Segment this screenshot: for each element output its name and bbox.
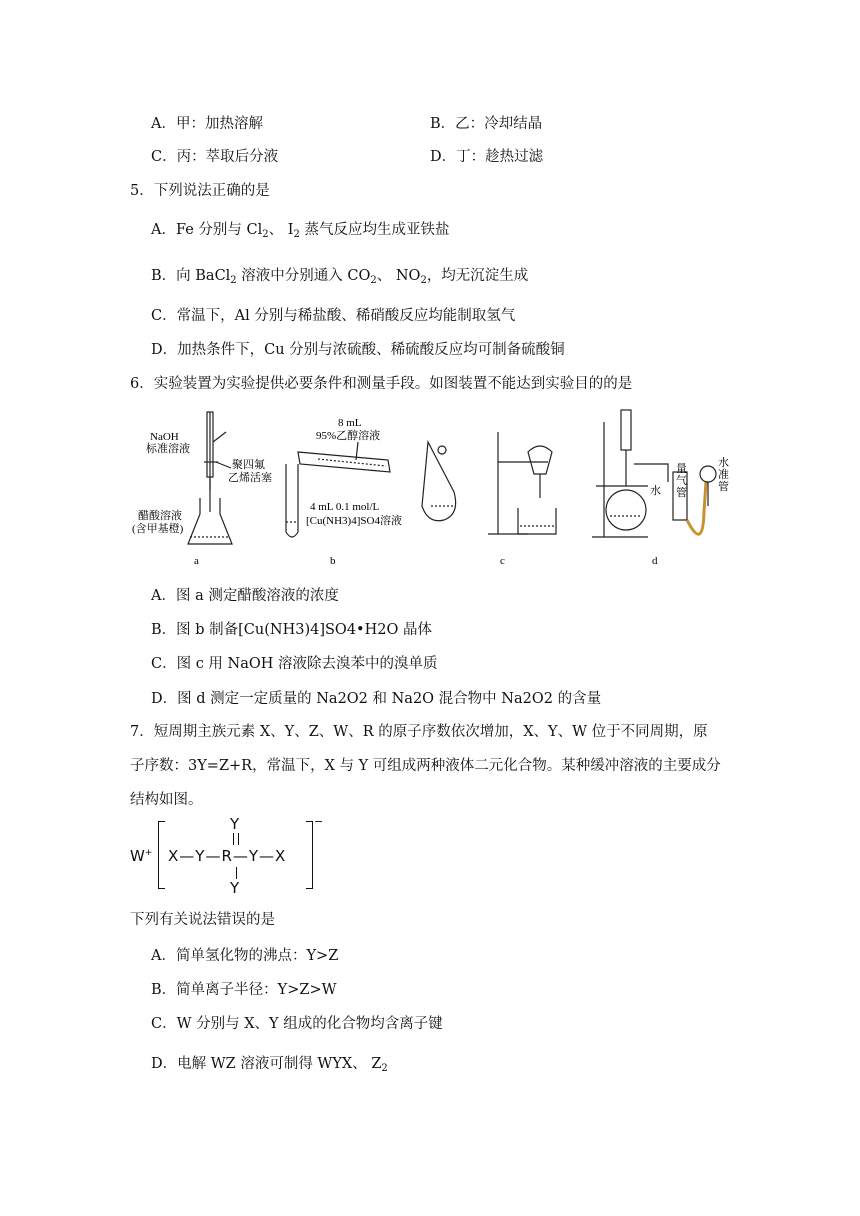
fig-b-label-complex: [Cu(NH3)4]SO4溶液 [306, 515, 402, 527]
q5-option-b: B．向 BaCl$_2$ 溶液中分别通入 $CO_2$、 $NO_2$，均无沉淀生成 [151, 268, 529, 286]
struct-bracket-left [158, 821, 165, 889]
fig-a-label-ptfe1: 聚四氟 [232, 459, 265, 471]
q7-stem-line3: 结构如图。 [130, 792, 203, 808]
fig-d-label-m3: 管 [676, 487, 687, 499]
apparatus-drawing [128, 402, 738, 572]
q4-option-c: C．丙：萃取后分液 [151, 149, 279, 165]
fig-d-label-w2: 准 [718, 469, 729, 481]
fig-b-label-ethanol: 95%乙醇溶液 [316, 430, 381, 442]
q7-ask: 下列有关说法错误的是 [130, 912, 275, 928]
apparatus-figure [128, 402, 738, 572]
q7-option-a: A．简单氢化物的沸点：Y>Z [151, 948, 339, 964]
q4-option-d: D．丁：趁热过滤 [430, 149, 544, 165]
struct-cation: W+ [130, 847, 153, 865]
fig-d-label-water: 水 [650, 485, 661, 497]
q7-stem-line2: 子序数：3Y=Z+R，常温下，X 与 Y 可组成两种液体二元化合物。某种缓冲溶液的主要成分 [130, 758, 721, 774]
q6-option-c: C．图 c 用 NaOH 溶液除去溴苯中的溴单质 [151, 656, 438, 672]
fig-caption-a: a [194, 555, 199, 567]
q6-option-a: A．图 a 测定醋酸溶液的浓度 [151, 588, 339, 604]
struct-chain: X—Y—R—Y—X [168, 847, 287, 865]
fig-a-label-indicator: (含甲基橙) [132, 523, 184, 535]
q4-option-a: A．甲：加热溶解 [151, 116, 263, 132]
struct-top-atom: Y [230, 815, 240, 833]
fig-d-label-w3: 管 [718, 481, 729, 493]
fig-caption-c: c [500, 555, 505, 567]
q7-option-d: D．电解 WZ 溶液可制得 WYX、 $Z_2$ [151, 1056, 388, 1074]
q6-option-b: B．图 b 制备[Cu(NH3)4]SO4•H2O 晶体 [151, 622, 432, 638]
q5-option-a: A．Fe 分别与 $Cl_2$、 $I_2$ 蒸气反应均生成亚铁盐 [151, 222, 450, 240]
q5-stem: 5．下列说法正确的是 [130, 183, 270, 199]
fig-d-label-m1: 量 [676, 463, 687, 475]
fig-a-label-acid: 醋酸溶液 [138, 510, 182, 522]
q5-option-d: D．加热条件下，Cu 分别与浓硫酸、稀硫酸反应均可制备硫酸铜 [151, 342, 565, 358]
struct-charge: − [314, 815, 324, 828]
struct-single-bond [236, 867, 237, 879]
q7-stem-line1: 7．短周期主族元素 X、Y、Z、W、R 的原子序数依次增加，X、Y、W 位于不同周期，原 [130, 724, 708, 740]
fig-caption-b: b [330, 555, 336, 567]
fig-a-label-naoh: NaOH [150, 431, 179, 443]
fig-a-label-ptfe2: 乙烯活塞 [228, 472, 272, 484]
figure-c-separatory [422, 432, 556, 534]
q7-option-b: B．简单离子半径：Y>Z>W [151, 982, 337, 998]
fig-caption-d: d [652, 555, 658, 567]
q6-stem: 6．实验装置为实验提供必要条件和测量手段。如图装置不能达到实验目的的是 [130, 376, 633, 392]
fig-d-label-w1: 水 [718, 457, 729, 469]
q7-structure [130, 815, 340, 895]
fig-b-label-conc: 4 mL 0.1 mol/L [310, 501, 380, 513]
q5-option-c: C．常温下，Al 分别与稀盐酸、稀硝酸反应均能制取氢气 [151, 308, 516, 324]
fig-b-label-vol: 8 mL [338, 417, 362, 429]
struct-bracket-right [306, 821, 313, 889]
q4-option-b: B．乙：冷却结晶 [430, 116, 543, 132]
figure-a-burette [188, 412, 232, 544]
q6-option-d: D．图 d 测定一定质量的 Na2O2 和 Na2O 混合物中 Na2O2 的含量 [151, 691, 602, 707]
struct-bottom-atom: Y [230, 879, 240, 897]
figure-d-gas-apparatus [592, 410, 716, 537]
q7-option-c: C．W 分别与 X、Y 组成的化合物均含离子键 [151, 1016, 443, 1032]
fig-a-label-std: 标准溶液 [146, 443, 190, 455]
fig-d-label-m2: 气 [676, 475, 687, 487]
struct-double-bond [233, 833, 239, 845]
